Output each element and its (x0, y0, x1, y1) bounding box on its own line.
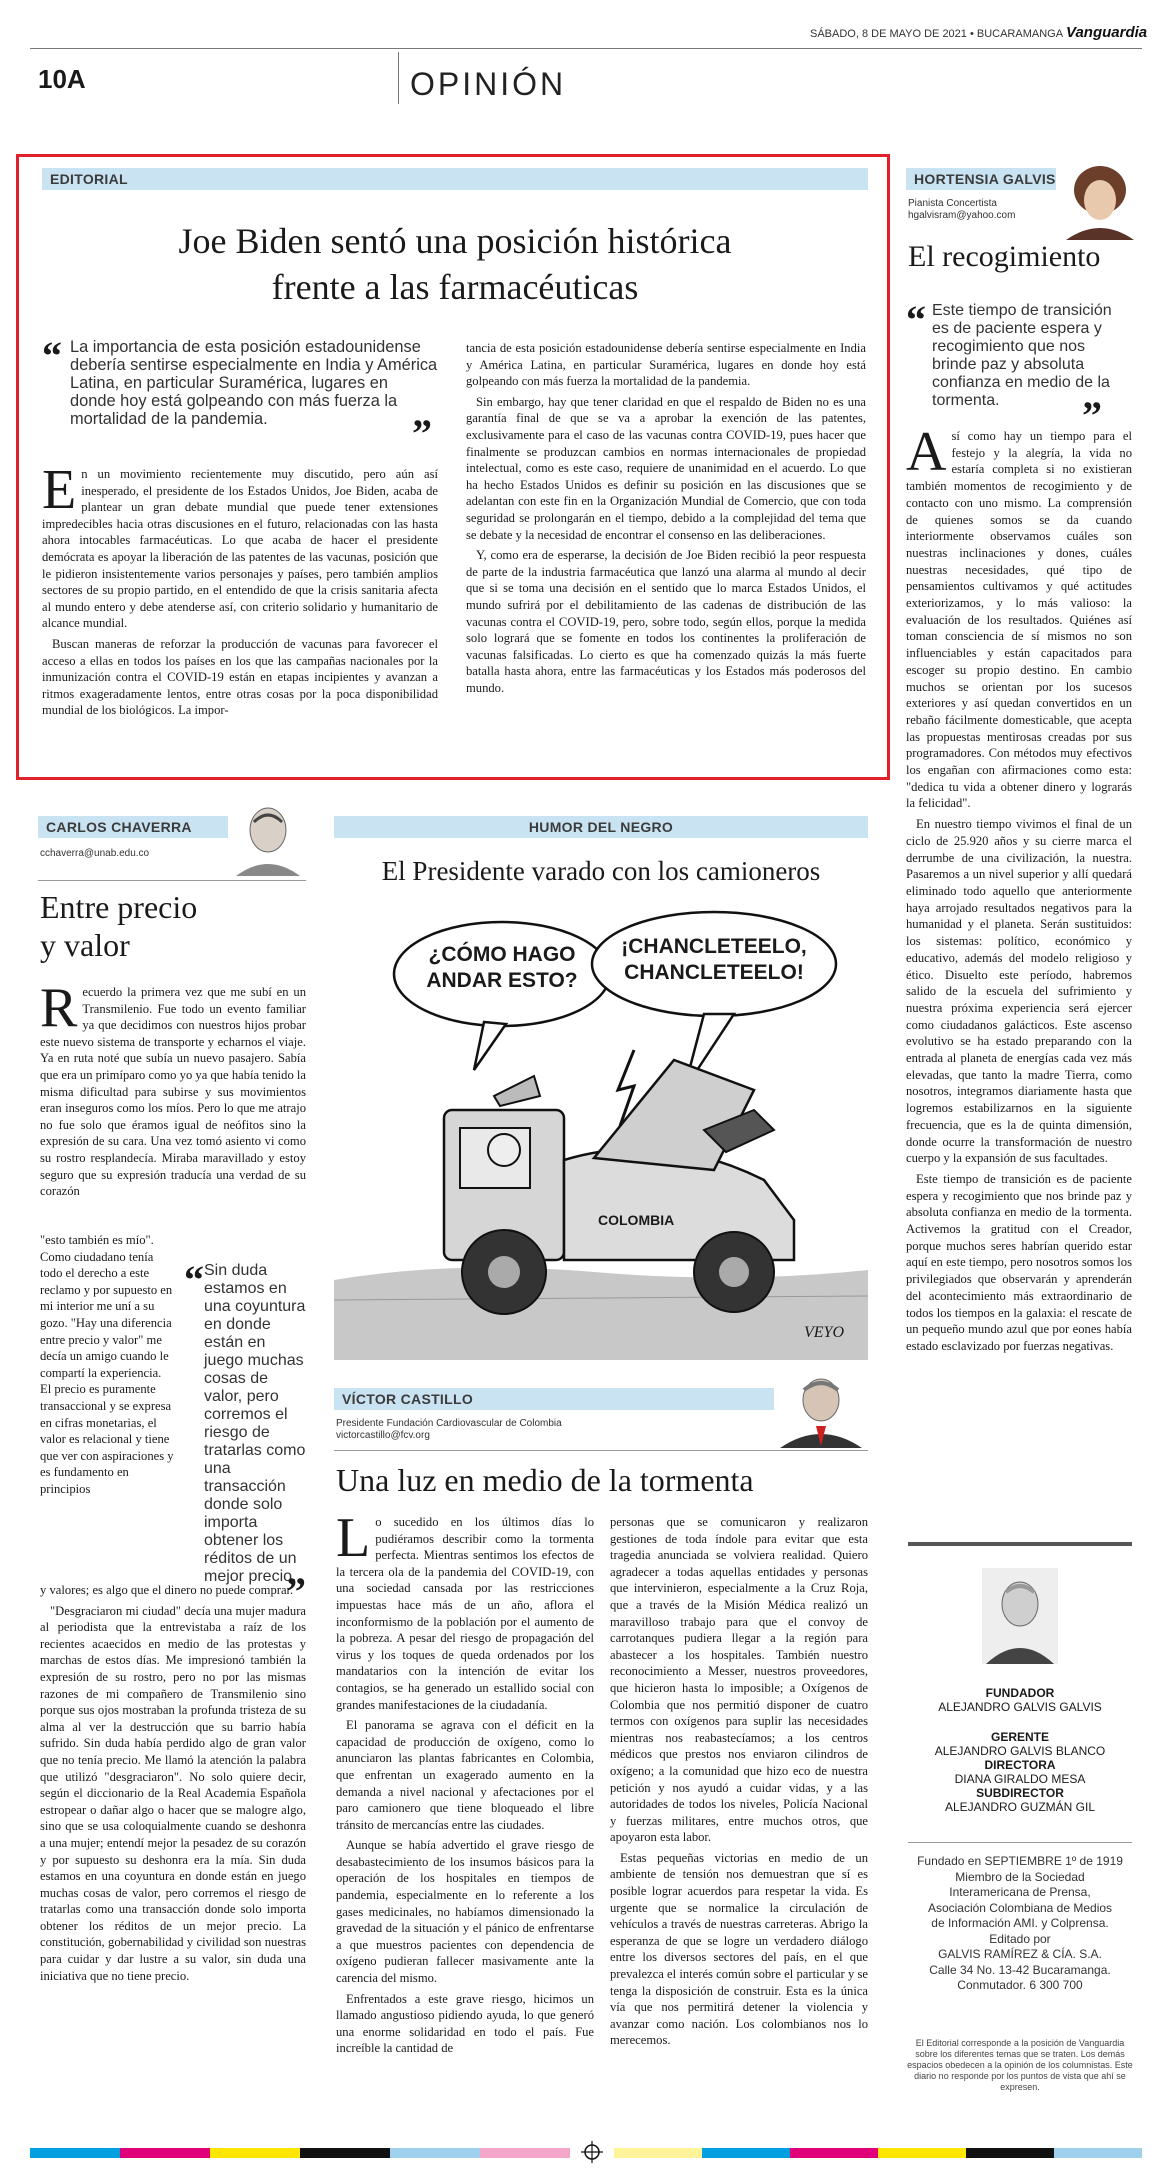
hortensia-photo (1056, 160, 1142, 240)
victor-rule (334, 1450, 868, 1451)
editorial-title-line2: frente a las farmacéuticas (271, 267, 639, 307)
cmyk-swatch (790, 2148, 878, 2158)
editorial-pullquote (42, 333, 438, 456)
editorial-p2: Buscan maneras de reforzar la producción de vacunas para favorecer el acceso a ellas en todos los países en los que las campañas nacionales por la inmunización contra el COVID-19 están en etapas incipientes y avanzan a ritmos exageradamente lentos, entre otras cosas por la poca disponibilidad mundial de los biológicos. La impor- (42, 636, 438, 718)
editorial-pullquote-text: La importancia de esta posición estadounidense debería sentirse especialmente en India y América Latina, en particular Suramérica, lugares en donde hoy está golpeando con más fuerza la mortalidad de la pandemia. (70, 338, 438, 428)
cmyk-swatch (480, 2148, 570, 2158)
hortensia-section-bar (906, 168, 1056, 190)
footer-color-bar-right (614, 2148, 1142, 2158)
brand-logo: Vanguardia (1066, 24, 1148, 41)
cmyk-swatch (878, 2148, 966, 2158)
info-line4: Asociación Colombiana de Medios (927, 1900, 1113, 1915)
carlos-label: CARLOS CHAVERRA (46, 819, 192, 835)
victor-email: victorcastillo@fcv.org (336, 1430, 430, 1441)
director-label: DIRECTORA (984, 1758, 1056, 1772)
cmyk-swatch (210, 2148, 300, 2158)
editorial-p1: n un movimiento recientemente muy discutido, pero aún así inesperado, el presidente de los Estados Unidos, Joe Biden, acaba de plantear un gran debate mundial que puede tener extensiones impredecibles hacia otras discusiones en el futuro, relacionadas con las hasta ahora intocables farmacéuticas. Lo que acaba de hacer el presidente demócrata es apoyar la liberación de las patentes de las vacunas, posición que le pidieron insistentemente varios personajes y países, pero también amplios sectores de su propio partido, en el entendido de que la crisis sanitaria afecta al mundo entero y debe atenderse así, con criterio solidario y humanitario de alcance mundial. (42, 467, 438, 631)
hortensia-dropcap: A (906, 421, 947, 483)
info-line1: Fundado en SEPTIEMBRE 1º de 1919 (917, 1854, 1123, 1868)
manager-name: ALEJANDRO GALVIS BLANCO (934, 1744, 1106, 1758)
editorial-disclaimer: El Editorial corresponde a la posición de Vanguardia sobre los diferentes temas que se traten. Los demás espacios obedecen a la opinión de los columnistas. Este diario no responde por los puntos de vista que ahí se expresen. (907, 2038, 1133, 2092)
info-line3: Interamericana de Prensa, (949, 1885, 1091, 1899)
info-line2: Miembro de la Sociedad (955, 1869, 1085, 1884)
carlos-col-bottom (40, 1569, 306, 1988)
cartoon-truck-text: COLOMBIA (598, 1212, 675, 1228)
hortensia-email: hgalvisram@yahoo.com (908, 210, 1016, 221)
staff-divider (908, 1842, 1132, 1843)
hortensia-p1: sí como hay un tiempo para el festejo y la alegría, la vida no estaría completa si no existieran también momentos de recogimiento y de contacto con uno mismo. La comprensión de quienes somos se da cuando interiormente observamos cuáles son nuestras inclinaciones y dones, cuáles nuestras necesidades, qué tipo de pensamientos cultivamos y qué actitudes exteriorizamos, y lo más valioso: la evaluación de los resultados. Quiénes así toman consciencia de sí mismos no son influenciables y están capacitados para escoger su propio destino. En cambio muchos se orientan por los sucesos exteriores y así quedan convertidos en un rebaño fácilmente domesticable, que acepta las propuestas mentirosas creadas por sus programadores. Con métodos muy efectivos los engañan con afirmaciones como esta: "dedica tu vida a obtener dinero y lograrás la felicidad". (906, 429, 1132, 811)
founder-label: FUNDADOR (985, 1686, 1055, 1700)
info-line6: Editado por (989, 1931, 1051, 1946)
hortensia-p3: Este tiempo de transición es de paciente espera y recogimiento que nos brinde paz y absoluta confianza en medio de la tormenta. Activemos la gratitud con el Creador, porque muchos seres habrían querido estar aquí en este tiempo, pero nosotros somos los privilegiados que observarán y aprenderán del acontecimiento más extraordinario de todos los tiempos en la galaxia: el rescate de un pequeño mundo azul que por eones había estado esclavizado por fuerzas negativas. (906, 1171, 1132, 1353)
open-quote-icon: “ (906, 297, 926, 342)
cartoon-bubble-2: ¡CHANCLETEELO, CHANCLETEELO! (621, 935, 807, 984)
victor-role: Presidente Fundación Cardiovascular de Colombia (336, 1418, 562, 1429)
carlos-col-top (40, 977, 306, 1204)
director-name: DIANA GIRALDO MESA (954, 1772, 1086, 1786)
hortensia-title: El recogimiento (908, 240, 1101, 273)
info-line8: Calle 34 No. 13-42 Bucaramanga. (929, 1962, 1111, 1977)
hortensia-p2: En nuestro tiempo vivimos el final de un ciclo de 25.920 años y su cierre marca el derrumbe de una civilización, la nuestra. Pasaremos a un nivel superior y allí quedará eliminado todo aquello que anteriormente haya arrojado resultados negativos para la humanidad y el planeta. Serán sustituidos: los sistemas: político, económico y educativo, además del modelo religioso y ético. Disuelto este período, habremos salido de la escuela del sufrimiento y nuestra próxima experiencia será ejercer como ciudadanos galácticos. Este ascenso evolutivo se ha estado preparando con la entrada al planeta de energías cada vez más elevadas, que tanto la madre Tierra, como nosotros, integramos diariamente hasta que logremos estabilizarnos en la siguiente frecuencia, que es la de quinta dimensión, donde ocurre la transformación de nuestro cuerpo y la expansión de sus facultades. (906, 817, 1132, 1166)
cartoon-bubble-1: ¿CÓMO HAGO ANDAR ESTO? (426, 943, 578, 992)
victor-p3: Aunque se había advertido el grave riesgo de desabastecimiento de los insumos básicos para la operación de los hospitales en tiempos de pandemia, especialmente en lo referente a los gases medicinales, no habíamos dimensionado la gravedad de la situación y el pánico de enfrentarse a que muestros pacientes con dependencia de oxígeno pudieran fallecer masivamente ante la carencia del mismo. (336, 1838, 594, 1986)
editorial-dropcap: E (42, 459, 77, 521)
registration-mark-icon (580, 2140, 604, 2164)
cmyk-swatch (614, 2148, 702, 2158)
cartoon-illustration (334, 900, 868, 1360)
editorial-p3: tancia de esta posición estadounidense debería sentirse especialmente en India y América Latina, en particular Suramérica, lugares en donde hoy está golpeando con más fuerza la mortalidad de la pandemia. (466, 341, 866, 389)
hortensia-role: Pianista Concertista (908, 198, 997, 209)
carlos-title-line2: y valor (40, 927, 130, 963)
staff-rule (908, 1542, 1132, 1546)
page-number: 10A (38, 64, 86, 94)
victor-title: Una luz en medio de la tormenta (336, 1462, 754, 1498)
carlos-dropcap: R (40, 977, 78, 1039)
carlos-col-narrow (40, 1232, 174, 1502)
carlos-title-line1: Entre precio (40, 889, 198, 925)
hortensia-label: HORTENSIA GALVIS (914, 171, 1056, 187)
editorial-p5: Y, como era de esperarse, la decisión de Joe Biden recibió la peor respuesta de parte de la industria farmacéutica que lanzó una alarma al mundo al decir que si se toma una decisión en el sentido que lo marca Estados Unidos, el mundo sufrirá por el debilitamiento de las cadenas de distribución de las vacunas contra el COVID-19, pero, sobre todo, según ellos, porque la medida solo logrará que se fomente en todos los continentes la proliferación de vacunas falsificadas. Lo cierto es que ha comenzado quizás la más fuerte batalla hasta ahora, entre las farmacéuticas y los Estados más poderosos del mundo. (466, 548, 866, 695)
header-divider (398, 52, 399, 104)
editorial-p4: Sin embargo, hay que tener claridad en que el respaldo de Biden no es una garantía final de que se va a aprobar la exención de las patentes, exclusivamente para el caso de las vacunas contra COVID-19, pues hacer que finalmente se produzcan cambios en normas internacionales de propiedad intelectual, como es este caso, requiere de unanimidad en el acuerdo. Lo que ha hecho Estados Unidos es definir su posición en las discusiones que se adelantan con este fin en la Organización Mundial de Comercio, que con toda seguridad se prolongarán en el tiempo, debido a la complejidad del tema que se debate y la necesidad de encontrar el consenso en las deliberaciones. (466, 394, 866, 542)
editorial-col1 (42, 459, 438, 723)
founder-name: ALEJANDRO GALVIS GALVIS (938, 1700, 1102, 1714)
carlos-p1b: "esto también es mío". Como ciudadano tenía todo el derecho a este reclamo y por supuesto en mi interior me uní a su gozo. "Hay una diferencia entre precio y valor" me decía un amigo cuando le compartí la experiencia. El precio es puramente transaccional y se expresa en cifras monetarias, el valor es relacional y tiene que ver con aspiraciones y es fundamento en principios (40, 1233, 174, 1496)
editorial-title (42, 218, 868, 310)
carlos-p1: ecuerdo la primera vez que me subí en un Transmilenio. Fue todo un evento familiar ya que decidimos con nuestros hijos probar este nuevo sistema de transporte y echarnos el viaje. Ya en ruta noté que subía un nuevo pasajero. Sabía que era un primíparo como yo ya que había tenido la misma dificultad para subirse y sus movimientos eran inseguros como los míos. Pero lo que me atrajo no fue solo que éramos igual de neófitos sino la expresión de su cara. Una vez tomó asiento vi como su rostro resplandecía. Miraba maravillado y estoy seguro que su expresión traducía una verdad de su corazón (40, 985, 306, 1199)
victor-label: VÍCTOR CASTILLO (342, 1391, 474, 1407)
carlos-pullquote (184, 1257, 306, 1614)
humor-section-bar (334, 816, 868, 838)
open-quote-icon: “ (42, 333, 62, 378)
staff-info (908, 1854, 1132, 1994)
staff-list (908, 1686, 1132, 1814)
carlos-photo (230, 800, 306, 876)
victor-p2: El panorama se agrava con el déficit en la capacidad de producción de oxígeno, como lo anunciaron las plantas fabricantes en Colombia, que enfrentan un exagerado aumento en la demanda a nivel nacional y afectaciones por el paro camionero que tiene bloqueado el libre tránsito de mercancías entre las ciudades. (336, 1718, 594, 1832)
cmyk-swatch (966, 2148, 1054, 2158)
humor-title: El Presidente varado con los camioneros (381, 856, 821, 886)
victor-col1 (336, 1507, 594, 2061)
dateline: SÁBADO, 8 DE MAYO DE 2021 • BUCARAMANGA (810, 28, 1064, 40)
victor-p1: o sucedido en los últimos días lo pudiéramos describir como la tormenta perfecta. Mientras sentimos los efectos de la tercera ola de la pandemia del COVID-19, con una sociedad cansada por las restricciones impuestas hace más de un año, aflora el inconformismo de la población por el aumento de la pobreza. A pesar del riesgo de propagación del virus y los toques de queda ordenados por los mandatarios con la intención de evitar los contagios, se ha generado un estallido social con grandes manifestaciones de la ciudadanía. (336, 1515, 594, 1712)
victor-dropcap: L (336, 1507, 371, 1569)
cartoon-signature: VEYO (804, 1324, 844, 1341)
editorial-label: EDITORIAL (50, 171, 128, 187)
info-line7: GALVIS RAMÍREZ & CÍA. S.A. (938, 1947, 1102, 1961)
hortensia-pullquote-text: Este tiempo de transición es de paciente espera y recogimiento que nos brinde paz y absoluta confianza en medio de la tormenta. (932, 302, 1112, 409)
victor-p6: Estas pequeñas victorias en medio de un ambiente de tensión nos demuestran que sí es posible lograr acuerdos para respetar la vida. Es urgente que se normalice la circulación de vehículos a través de nuestras carreteras. Abrigo la esperanza de que se logre un verdadero diálogo entre los diversos sectores del país, en el que prevalezca el interés común sobre el particular y se tenga la disposición de construir. Esta es la única vía que nos permitirá detener la violencia y avanzar como nación. Los colombianos nos lo merecemos. (610, 1850, 868, 2048)
hortensia-body (906, 421, 1132, 1359)
carlos-rule (38, 880, 306, 881)
cmyk-swatch (300, 2148, 390, 2158)
carlos-pullquote-text: Sin duda estamos en una coyuntura en donde están en juego muchas cosas de valor, pero corremos el riesgo de tratarlas como una transacción donde solo importa obtener los réditos de un mejor precio. (204, 1262, 306, 1585)
carlos-title (40, 888, 197, 964)
close-quote-icon: ” (412, 411, 432, 456)
info-line5: de Información AMI. y Colprensa. (931, 1916, 1109, 1930)
cmyk-swatch (120, 2148, 210, 2158)
editorial-col2 (466, 340, 866, 700)
close-quote-icon: ” (1082, 393, 1102, 438)
editorial-section-bar (42, 168, 868, 190)
subdirector-label: SUBDIRECTOR (976, 1786, 1064, 1800)
cmyk-swatch (30, 2148, 120, 2158)
open-quote-icon: “ (184, 1257, 204, 1302)
close-quote-icon: ” (286, 1569, 306, 1614)
manager-label: GERENTE (990, 1730, 1049, 1744)
carlos-section-bar (38, 816, 228, 838)
carlos-p2: "Desgraciaron mi ciudad" decía una mujer madura al periodista que la entrevistaba a raíz de los recientes acaecidos en medio de las protestas y marchas de estos días. Me impresionó también la expresión de su rostro, pero no por las mismas razones de mi compañero de Transmilenio sino porque sus ojos mostraban la profunda tristeza de su alma al ver la destrucción que su barrio había sufrido. Sin duda había perdido algo de gran valor que no tenía precio. Me llamó la atención la palabra que utilizó "desgraciaron". No solo quiere decir, según el diccionario de la Real Academia Española estropear o dañar algo o hacer que se malogre algo, sino que se usa coloquialmente cuando se deshonra a una mujer; entendí mejor la pesadez de su corazón y por supuesto su deshonra era la mía. Sin duda estamos en una coyuntura en donde están en juego muchas cosas de valor, pero corremos el riesgo de tratarlas como una transacción donde solo importa obtener los réditos de un mejor precio. La constitución, gobernabilidad y civilidad son nuestras para cuidar y dar lustre a su valor, sin duda una iniciativa que no tiene precio. (40, 1603, 306, 1983)
victor-col2 (610, 1514, 868, 2053)
header-rule (30, 48, 1142, 49)
cmyk-swatch (390, 2148, 480, 2158)
carlos-p1c: y valores; es algo que el dinero no puede comprar. (40, 1583, 294, 1597)
footer-color-bar-left (30, 2148, 570, 2158)
victor-section-bar (334, 1388, 774, 1410)
humor-label: HUMOR DEL NEGRO (528, 819, 674, 835)
victor-p4: Enfrentados a este grave riesgo, hicimos un llamado angustioso pidiendo ayuda, lo que generó una enorme solidaridad en todo el país. Fue increíble la cantidad de (336, 1991, 594, 2056)
info-line9: Conmutador. 6 300 700 (957, 1978, 1083, 1992)
carlos-email: cchaverra@unab.edu.co (40, 848, 150, 859)
victor-photo (776, 1372, 866, 1448)
subdirector-name: ALEJANDRO GUZMÁN GIL (944, 1800, 1096, 1814)
cmyk-swatch (702, 2148, 790, 2158)
victor-p5: personas que se comunicaron y realizaron gestiones de toda índole para evitar que esta tragedia anunciada se volviera realidad. Quiero agradecer a todas aquellas entidades y personas que intervinieron, especialmente a la Cruz Roja, que a través de la Misión Médica realizó un maravilloso trabajo para que el convoy de carrotanques pudiera llegar a la región para abastecer a los hospitales. También nuestro reconocimiento a Messer, nuestros proveedores, que hicieron hasta lo imposible; a Oxígenos de Colombia que nos permitió disponer de cuatro termos con oxígenos para suplir las necesidades mientras nos reabastecíamos; a los centros médicos que prestos nos enviaron cilindros de oxígeno; a la comunidad que hizo eco de nuestra petición y nos ayudó a cuidar vidas, y a las autoridades de todos los niveles, Policía Nacional y fuerzas militares, entre muchos otros, que apoyaron esta labor. (610, 1515, 868, 1845)
section-title: OPINIÓN (410, 66, 567, 102)
founder-photo (982, 1568, 1058, 1664)
cmyk-swatch (1054, 2148, 1142, 2158)
hortensia-pullquote (906, 297, 1132, 438)
editorial-title-line1: Joe Biden sentó una posición histórica (178, 221, 732, 261)
